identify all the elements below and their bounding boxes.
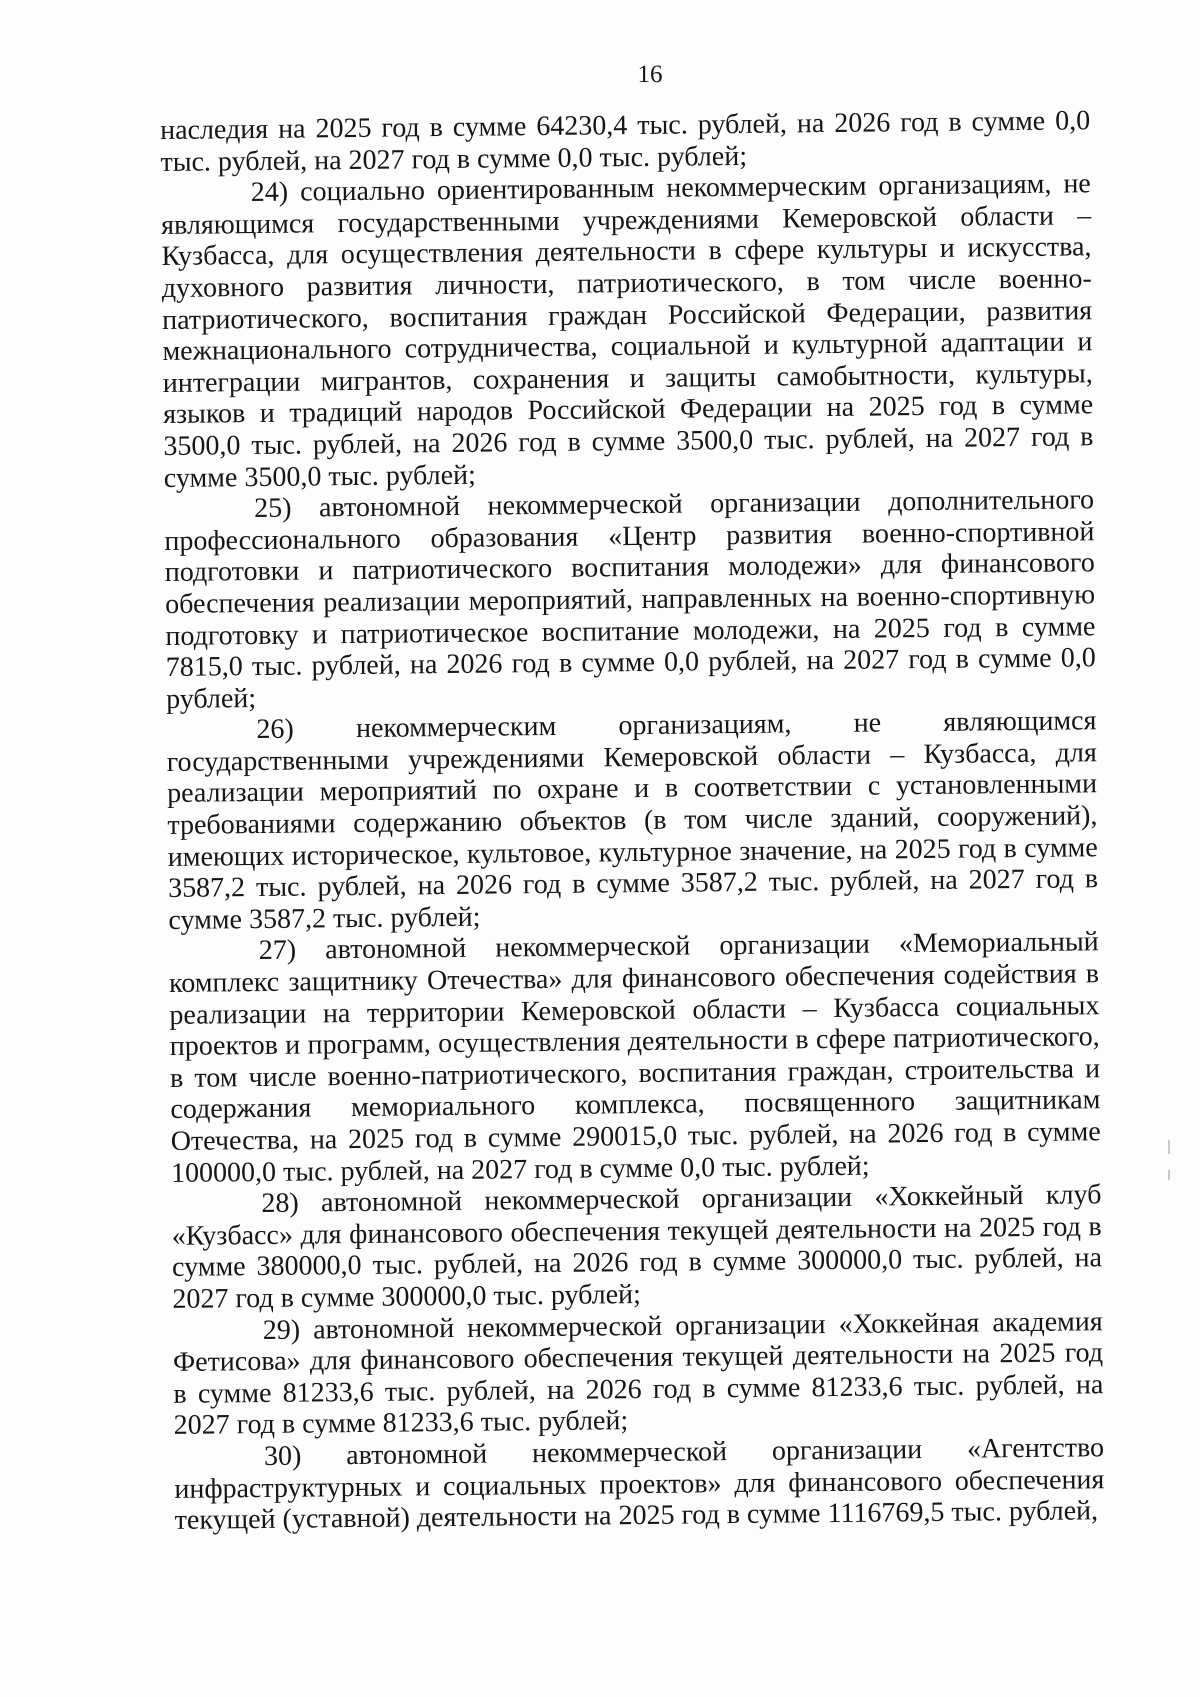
paragraph-item-29 [173,1306,1104,1442]
paragraph-item-28 [171,1179,1102,1315]
paragraph-item-27 [169,927,1102,1189]
item-number: 30) [263,1440,302,1472]
item-number: 26) [256,713,294,746]
paragraph-item-25 [164,484,1096,715]
item-number: 28) [261,1187,299,1220]
scan-edge-mark [1168,1140,1170,1154]
item-number: 25) [253,492,292,525]
paragraph-text: наследия на 2025 год в сумме 64230,4 тыс. рублей, на 2026 год в сумме 0,0 тыс. рублей, на 2027 год в сумме 0,0 тыс. рублей; [160,105,1091,178]
paragraph-text: автономной некоммерческой организации «Агентство инфраструктурных и социальных проектов» для финансового обеспечения текущей (уставной) деятельности на 2025 год в сумме 1116769,5 тыс. рублей, [174,1432,1105,1537]
item-number: 29) [262,1314,301,1346]
paragraph-text: социально ориентированным некоммерческим организациям, не являющимся государственными учреждениями Кемеровской области – Кузбасса, для осуществления деятельности в сфере культуры и искусства, духовного развития личности, патриотического, в том числе военно-патриотического, воспитания граждан Российской Федерации, развития межнационального сотрудничества, социальной и культурной адаптации и интеграции мигрантов, сохранения и защиты самобытности, культуры, языков и традиций народов Российской Федерации на 2025 год в сумме 3500,0 тыс. рублей, на 2026 год в сумме 3500,0 тыс. рублей, на 2027 год в сумме 3500,0 тыс. рублей; [160,168,1094,494]
scan-edge-mark [1168,1170,1170,1180]
paragraph-continuation [160,105,1091,178]
item-number: 24) [250,176,289,209]
paragraph-text: автономной некоммерческой организации дополнительного профессионального образования «Центр развития военно-спортивной подготовки и патриотического воспитания молодежи» для финансового обеспечения реализации мероприятий, направленных на военно-спортивную подготовку и патриотическое воспитание молодежи, на 2025 год в сумме 7815,0 тыс. рублей, на 2026 год в сумме 0,0 рублей, на 2027 год в сумме 0,0 рублей; [164,484,1096,715]
paragraph-text: автономной некоммерческой организации «Мемориальный комплекс защитнику Отечества» для финансового обеспечения содействия в реализации на территории Кемеровской области – Кузбасса социальных проектов и программ, осуществления деятельности в сфере патриотического, в том числе военно-патриотического, воспитания граждан, строительства и содержания мемориального комплекса, посвященного защитникам Отечества, на 2025 год в сумме 290015,0 тыс. рублей, на 2026 год в сумме 100000,0 тыс. рублей, на 2027 год в сумме 0,0 тыс. рублей; [168,926,1101,1189]
paragraph-item-26 [166,706,1098,937]
paragraph-item-24 [161,168,1094,494]
document-body [160,105,1105,1536]
paragraph-text: некоммерческим организациям, не являющимся государственными учреждениями Кемеровской области – Кузбасса, для реализации мероприятий по охране и в соответствии с установленными требованиями содержанию объектов (в том числе зданий, сооружений), имеющих историческое, культовое, культурное значение, на 2025 год в сумме 3587,2 тыс. рублей, на 2026 год в сумме 3587,2 тыс. рублей, на 2027 год в сумме 3587,2 тыс. рублей; [166,705,1099,936]
page-number: 16 [637,61,663,88]
paragraph-text: автономной некоммерческой организации «Хоккейная академия Фетисова» для финансового обеспечения текущей деятельности на 2025 год в сумме 81233,6 тыс. рублей, на 2026 год в сумме 81233,6 тыс. рублей, на 2027 год в сумме 81233,6 тыс. рублей; [172,1305,1104,1442]
item-number: 27) [258,935,297,967]
paragraph-item-30 [174,1432,1105,1537]
paragraph-text: автономной некоммерческой организации «Хоккейный клуб «Кузбасс» для финансового обеспечения текущей деятельности на 2025 год в сумме 380000,0 тыс. рублей, на 2026 год в сумме 300000,0 тыс. рублей, на 2027 год в сумме 300000,0 тыс. рублей; [171,1179,1103,1315]
